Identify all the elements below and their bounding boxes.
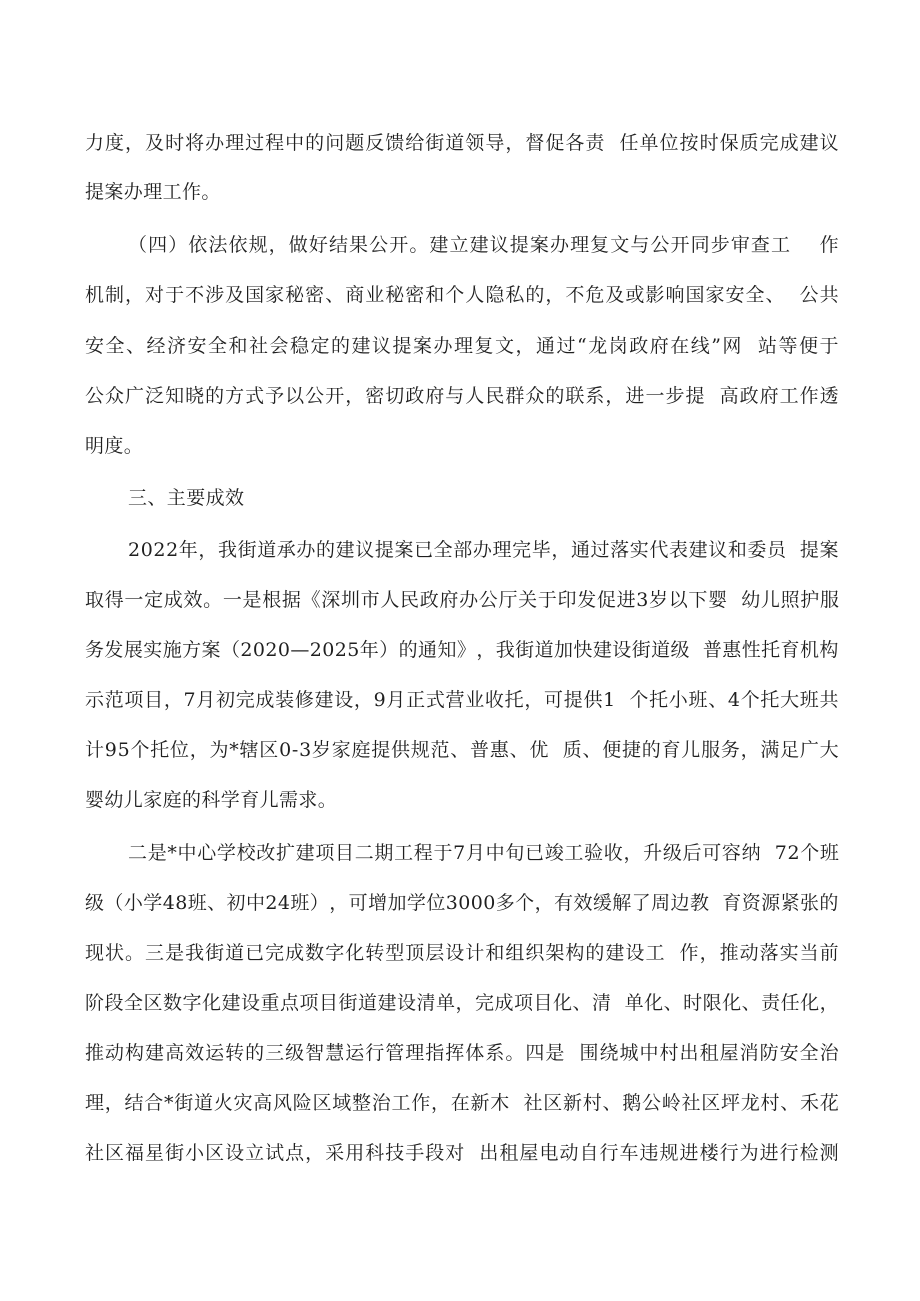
text-line-11: 务 发 展 实 施 方 案 （ 2 0 2 0 — 2 0 2 5 年 ） 的 通 知 》 ， 我 街 道 加 快 建 设 街 道 级 普 惠 性 托 育 机 构: [85, 639, 839, 661]
text-line-2: 提案办理工作。: [85, 181, 221, 203]
text-line-5: 安 全 、 经 济 安 全 和 社 会 稳 定 的 建 议 提 案 办 理 复 文 ， 通 过 “ 龙 岗 政 府 在 线 ” 网 站 等 便 于: [85, 335, 839, 357]
text-line-15: 二 是 * 中 心 学 校 改 扩 建 项 目 二 期 工 程 于 7 月 中 旬 已 竣 工 验 收 ， 升 级 后 可 容 纳 7 2 个 班: [128, 842, 839, 864]
text-line-7: 明度。: [85, 435, 144, 457]
text-line-12: 示 范 项 目 ， 7 月 初 完 成 装 修 建 设 ， 9 月 正 式 营 业 收 托 ， 可 提 供 1 个 托 小 班 、 4 个 托 大 班 共: [85, 689, 839, 711]
text-line-17: 现 状 。 三 是 我 街 道 已 完 成 数 字 化 转 型 顶 层 设 计 和 组 织 架 构 的 建 设 工 作 ， 推 动 落 实 当 前: [85, 942, 839, 964]
text-line-21: 社 区 福 星 街 小 区 设 立 试 点 ， 采 用 科 技 手 段 对 出 租 屋 电 动 自 行 车 违 规 进 楼 行 为 进 行 检 测: [85, 1142, 839, 1164]
text-line-4: 机 制 ， 对 于 不 涉 及 国 家 秘 密 、 商 业 秘 密 和 个 人 隐 私 的 ， 不 危 及 或 影 响 国 家 安 全 、 公 共: [85, 284, 839, 306]
text-line-9: 2 0 2 2 年 ， 我 街 道 承 办 的 建 议 提 案 已 全 部 办 理 完 毕 ， 通 过 落 实 代 表 建 议 和 委 员 提 案: [128, 539, 839, 561]
text-line-13: 计 9 5 个 托 位 ， 为 * 辖 区 0 - 3 岁 家 庭 提 供 规 范 、 普 惠 、 优 质 、 便 捷 的 育 儿 服 务 ， 满 足 广 大: [85, 739, 839, 761]
text-line-19: 推 动 构 建 高 效 运 转 的 三 级 智 慧 运 行 管 理 指 挥 体 系 。 四 是 围 绕 城 中 村 出 租 屋 消 防 安 全 治: [85, 1042, 839, 1064]
text-line-1: 力 度 ， 及 时 将 办 理 过 程 中 的 问 题 反 馈 给 街 道 领 导 ， 督 促 各 责 任 单 位 按 时 保 质 完 成 建 议: [85, 132, 839, 154]
text-line-10: 取 得 一 定 成 效 。 一 是 根 据 《 深 圳 市 人 民 政 府 办 公 厅 关 于 印 发 促 进 3 岁 以 下 婴 幼 儿 照 护 服: [85, 589, 839, 611]
text-line-14: 婴幼儿家庭的科学育儿需求。: [85, 789, 338, 811]
text-line-16: 级 （ 小 学 4 8 班 、 初 中 2 4 班 ） ， 可 增 加 学 位 3 0 0 0 多 个 ， 有 效 缓 解 了 周 边 教 育 资 源 紧 张 的: [85, 892, 839, 914]
text-line-18: 阶 段 全 区 数 字 化 建 设 重 点 项 目 街 道 建 设 清 单 ， 完 成 项 目 化 、 清 单 化 、 时 限 化 、 责 任 化 ，: [85, 992, 839, 1014]
section-heading: 三、主要成效: [128, 487, 245, 509]
text-line-20: 理 ， 结 合 * 街 道 火 灾 高 风 险 区 域 整 治 工 作 ， 在 新 木 社 区 新 村 、 鹅 公 岭 社 区 坪 龙 村 、 禾 花: [85, 1092, 839, 1114]
text-line-3: （ 四 ） 依 法 依 规 ， 做 好 结 果 公 开 。 建 立 建 议 提 案 办 理 复 文 与 公 开 同 步 审 查 工 作: [128, 234, 839, 256]
text-line-6: 公 众 广 泛 知 晓 的 方 式 予 以 公 开 ， 密 切 政 府 与 人 民 群 众 的 联 系 ， 进 一 步 提 高 政 府 工 作 透: [85, 385, 839, 407]
